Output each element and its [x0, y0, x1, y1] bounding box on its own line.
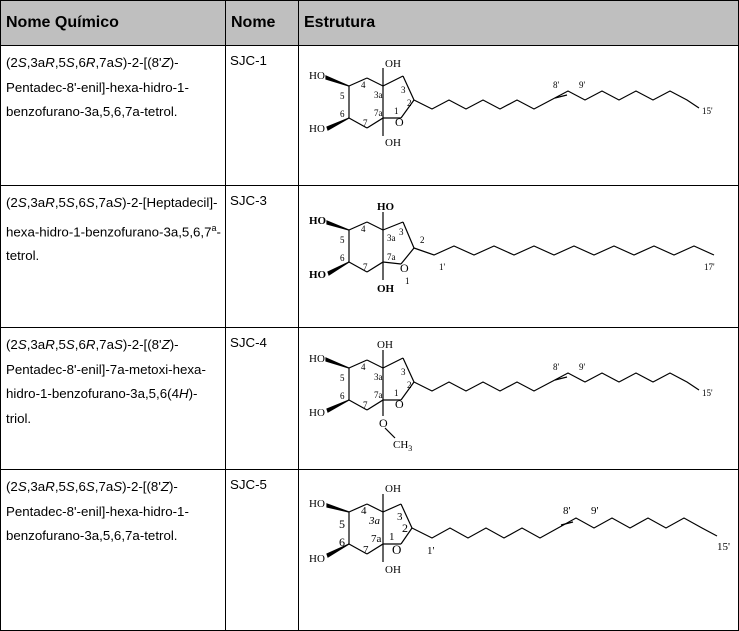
atom-number: 7a	[371, 533, 382, 545]
oh-label: OH	[385, 483, 401, 495]
chemical-name: (2S,3aR,5S,6R,7aS)-2-[(8'Z)-Pentadec-8'-enil]-hexa-hidro-1-benzofurano-3a,5,6,7a-tetrol.	[1, 46, 226, 186]
atom-number: 8'	[563, 505, 571, 517]
atom-number: 7a	[387, 252, 396, 262]
atom-number: 4	[361, 362, 366, 372]
atom-number: 3a	[387, 233, 396, 243]
methyl-label: $CH_3$	[393, 439, 413, 453]
atom-number: 4	[361, 505, 367, 517]
oxygen-label: O	[400, 261, 409, 275]
atom-number: 7	[363, 262, 368, 272]
atom-number: 1'	[439, 262, 446, 272]
oh-label: OH	[385, 564, 401, 576]
chemical-name: (2S,3aR,5S,6S,7aS)-2-[(8'Z)-Pentadec-8'-enil]-hexa-hidro-1-benzofurano-3a,5,6,7a-tetrol.	[1, 470, 226, 631]
compound-code: SJC-1	[226, 46, 299, 186]
atom-number: 5	[340, 373, 345, 383]
atom-number: 9'	[579, 80, 586, 90]
table-row	[1, 186, 739, 328]
table-row	[1, 328, 739, 470]
structure-sjc-4	[299, 328, 739, 469]
structure-cell	[299, 46, 739, 186]
oh-label: OH	[385, 58, 401, 70]
atom-number: 1	[394, 388, 399, 398]
header-structure: Estrutura	[299, 1, 739, 46]
structure-sjc-3	[299, 186, 739, 327]
atom-number: 8'	[553, 80, 560, 90]
atom-number: 7a	[374, 108, 383, 118]
atom-number: 1	[389, 531, 395, 543]
atom-number: 3	[399, 227, 404, 237]
atom-number: 17'	[704, 262, 715, 272]
ho-label: HO	[309, 498, 325, 510]
atom-number: 15'	[702, 106, 713, 116]
structure-cell	[299, 328, 739, 470]
structure-cell	[299, 470, 739, 631]
atom-number: 1	[405, 276, 410, 286]
compound-code: SJC-3	[226, 186, 299, 328]
atom-number: 5	[340, 91, 345, 101]
atom-number: 2	[402, 521, 408, 535]
atom-number: 4	[361, 224, 366, 234]
atom-number: 9'	[591, 505, 599, 517]
header-chemical-name: Nome Químico	[1, 1, 226, 46]
oh-label: OH	[377, 283, 395, 295]
atom-number: 3	[397, 511, 403, 523]
atom-number: 7	[363, 400, 368, 410]
atom-number: 2	[420, 235, 425, 245]
atom-number: 7	[363, 544, 369, 556]
oxygen-label: O	[379, 416, 388, 430]
atom-number: 6	[340, 109, 345, 119]
ho-label: HO	[377, 201, 395, 213]
atom-number: 9'	[579, 362, 586, 372]
ho-label: HO	[309, 353, 325, 365]
atom-number: 15'	[717, 541, 730, 553]
atom-number: 6	[339, 535, 345, 549]
atom-number: 4	[361, 80, 366, 90]
ho-label: HO	[309, 70, 325, 82]
atom-number: 7	[363, 118, 368, 128]
atom-number: 3a	[369, 515, 380, 527]
atom-number: 15'	[702, 388, 713, 398]
chemical-name: (2S,3aR,5S,6R,7aS)-2-[(8'Z)-Pentadec-8'-enil]-7a-metoxi-hexa-hidro-1-benzofurano-3a,5,6(4H)-triol.	[1, 328, 226, 470]
header-row	[1, 1, 739, 46]
chemical-name: (2S,3aR,5S,6S,7aS)-2-[Heptadecil]-hexa-hidro-1-benzofurano-3a,5,6,7$^a$-tetrol.	[1, 186, 226, 328]
oh-label: OH	[377, 339, 393, 351]
compound-code: SJC-5	[226, 470, 299, 631]
ho-label: HO	[309, 553, 325, 565]
atom-number: 3	[401, 367, 406, 377]
structure-sjc-5	[299, 470, 739, 630]
atom-number: 1	[394, 106, 399, 116]
ho-label: HO	[309, 123, 325, 135]
ho-label: HO	[309, 215, 327, 227]
atom-number: 2	[407, 98, 412, 108]
ho-label: HO	[309, 407, 325, 419]
table-row	[1, 470, 739, 631]
atom-number: 3	[401, 85, 406, 95]
atom-number: 3a	[374, 90, 383, 100]
table-row	[1, 46, 739, 186]
structure-sjc-1	[299, 46, 739, 185]
atom-number: 1'	[427, 545, 435, 557]
atom-number: 3a	[374, 372, 383, 382]
oh-label: OH	[385, 137, 401, 149]
atom-number: 5	[339, 517, 345, 531]
atom-number: 6	[340, 391, 345, 401]
ho-label: HO	[309, 269, 327, 281]
oxygen-label: O	[392, 542, 402, 557]
atom-number: 7a	[374, 390, 383, 400]
atom-number: 2	[407, 380, 412, 390]
oxygen-label: O	[395, 115, 404, 129]
atom-number: 6	[340, 253, 345, 263]
header-code: Nome	[226, 1, 299, 46]
structure-cell	[299, 186, 739, 328]
compound-code: SJC-4	[226, 328, 299, 470]
atom-number: 8'	[553, 362, 560, 372]
atom-number: 5	[340, 235, 345, 245]
oxygen-label: O	[395, 397, 404, 411]
